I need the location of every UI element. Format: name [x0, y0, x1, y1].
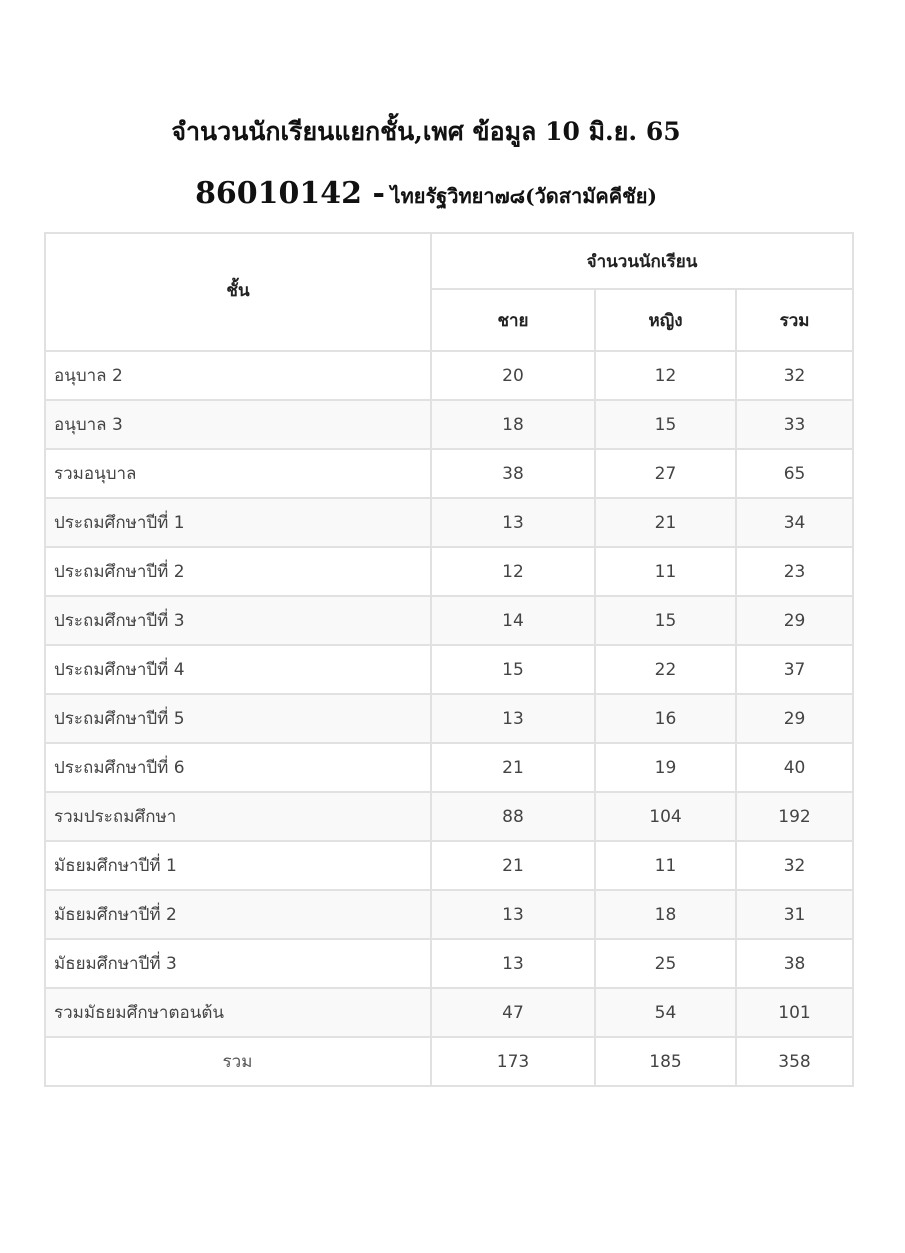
total-count: 32 — [736, 351, 853, 400]
female-count: 19 — [595, 743, 736, 792]
school-name: ไทยรัฐวิทยา๗๘(วัดสามัคคีชัย) — [390, 184, 657, 208]
grand-total-total: 358 — [736, 1037, 853, 1086]
male-count: 14 — [431, 596, 595, 645]
male-count: 15 — [431, 645, 595, 694]
table-row — [45, 939, 853, 988]
row-label: อนุบาล 3 — [45, 400, 431, 449]
table-row — [45, 351, 853, 400]
row-label: ประถมศึกษาปีที่ 2 — [45, 547, 431, 596]
total-count: 192 — [736, 792, 853, 841]
header-class: ชั้น — [45, 233, 431, 351]
total-count: 32 — [736, 841, 853, 890]
male-count: 20 — [431, 351, 595, 400]
table-body — [45, 351, 853, 1086]
female-count: 18 — [595, 890, 736, 939]
school-heading — [0, 176, 852, 212]
header-total: รวม — [736, 289, 853, 351]
row-label: ประถมศึกษาปีที่ 6 — [45, 743, 431, 792]
total-count: 31 — [736, 890, 853, 939]
male-count: 47 — [431, 988, 595, 1037]
student-count-table — [44, 232, 854, 1087]
male-count: 18 — [431, 400, 595, 449]
table-row — [45, 988, 853, 1037]
total-count: 33 — [736, 400, 853, 449]
male-count: 13 — [431, 498, 595, 547]
male-count: 13 — [431, 890, 595, 939]
table-row — [45, 694, 853, 743]
header-students: จำนวนนักเรียน — [431, 233, 853, 289]
female-count: 15 — [595, 400, 736, 449]
table-row — [45, 596, 853, 645]
female-count: 27 — [595, 449, 736, 498]
total-count: 38 — [736, 939, 853, 988]
table-row — [45, 645, 853, 694]
table-row — [45, 792, 853, 841]
table-row — [45, 498, 853, 547]
row-label: รวมอนุบาล — [45, 449, 431, 498]
male-count: 21 — [431, 841, 595, 890]
female-count: 11 — [595, 841, 736, 890]
total-count: 23 — [736, 547, 853, 596]
total-count: 29 — [736, 694, 853, 743]
male-count: 88 — [431, 792, 595, 841]
grand-total-label: รวม — [45, 1037, 431, 1086]
female-count: 22 — [595, 645, 736, 694]
female-count: 21 — [595, 498, 736, 547]
row-label: มัธยมศึกษาปีที่ 2 — [45, 890, 431, 939]
row-label: รวมประถมศึกษา — [45, 792, 431, 841]
grand-total-row — [45, 1037, 853, 1086]
total-count: 65 — [736, 449, 853, 498]
row-label: ประถมศึกษาปีที่ 5 — [45, 694, 431, 743]
female-count: 12 — [595, 351, 736, 400]
female-count: 104 — [595, 792, 736, 841]
male-count: 21 — [431, 743, 595, 792]
female-count: 25 — [595, 939, 736, 988]
row-label: ประถมศึกษาปีที่ 1 — [45, 498, 431, 547]
table-row — [45, 841, 853, 890]
table-row — [45, 547, 853, 596]
row-label: รวมมัธยมศึกษาตอนต้น — [45, 988, 431, 1037]
male-count: 38 — [431, 449, 595, 498]
table-row — [45, 400, 853, 449]
female-count: 15 — [595, 596, 736, 645]
table-row — [45, 743, 853, 792]
row-label: มัธยมศึกษาปีที่ 3 — [45, 939, 431, 988]
header-female: หญิง — [595, 289, 736, 351]
female-count: 11 — [595, 547, 736, 596]
female-count: 16 — [595, 694, 736, 743]
total-count: 37 — [736, 645, 853, 694]
row-label: ประถมศึกษาปีที่ 4 — [45, 645, 431, 694]
male-count: 12 — [431, 547, 595, 596]
total-count: 101 — [736, 988, 853, 1037]
row-label: ประถมศึกษาปีที่ 3 — [45, 596, 431, 645]
row-label: อนุบาล 2 — [45, 351, 431, 400]
grand-total-male: 173 — [431, 1037, 595, 1086]
table-row — [45, 449, 853, 498]
total-count: 29 — [736, 596, 853, 645]
report-title: จำนวนนักเรียนแยกชั้น,เพศ ข้อมูล 10 มิ.ย. 65 — [171, 117, 681, 146]
table-row — [45, 890, 853, 939]
female-count: 54 — [595, 988, 736, 1037]
row-label: มัธยมศึกษาปีที่ 1 — [45, 841, 431, 890]
male-count: 13 — [431, 939, 595, 988]
header-male: ชาย — [431, 289, 595, 351]
total-count: 34 — [736, 498, 853, 547]
grand-total-female: 185 — [595, 1037, 736, 1086]
school-code: 86010142 - — [195, 176, 385, 211]
male-count: 13 — [431, 694, 595, 743]
total-count: 40 — [736, 743, 853, 792]
